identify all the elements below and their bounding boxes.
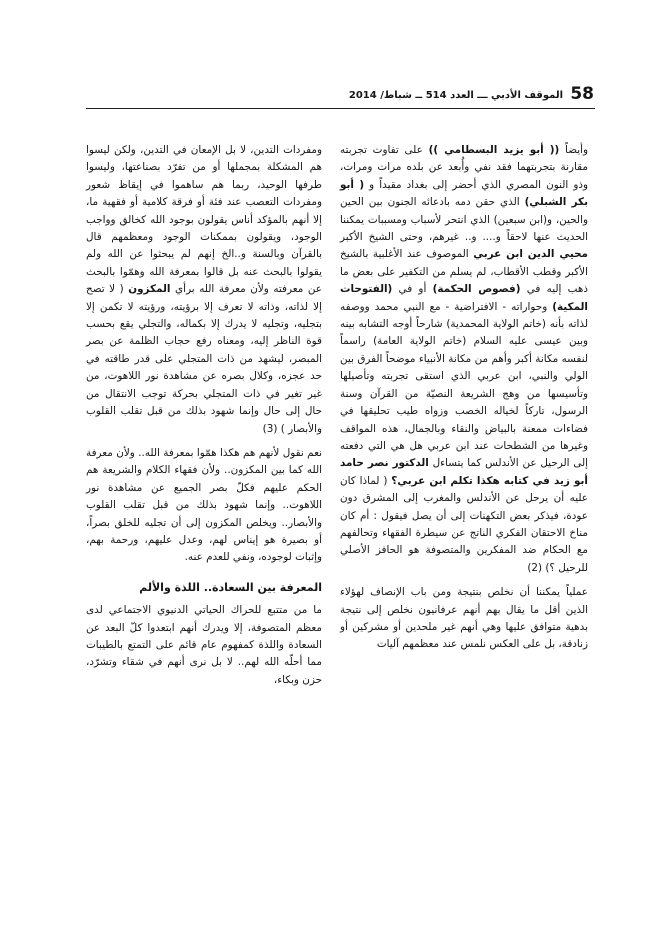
paragraph — [86, 142, 322, 438]
text-run: على تفاوت تجربته مقارنة بتجربتهما فقد نفي وأُبعد عن بلده مرات ومرات، وذو النون المصري الذي أحضر إلى بغداد مقيداً و — [340, 144, 588, 191]
section-heading: المعرفة بين السعادة.. اللذة والألم — [139, 580, 322, 594]
page-header — [348, 84, 594, 106]
paragraph — [340, 142, 588, 577]
bold-title: الدكتور نصر حامد أبو زيد في كتابه هكذا تكلم ابن عربي؟ — [340, 457, 588, 487]
text-run: الموصوف عند الأغلبية بالشيخ الأكبر وقطب الأقطاب، لم يسلم من التكفير على بعض ما ذهب إليه في — [340, 248, 588, 296]
text-run: ( لماذا كان عليه أن يرحل عن الأندلس والمغرب إلى المشرق دون عودة، فيذكر بعض التكهنات إلى أن يصل فيقول : أم كان مناخ الاحتقان الفكري الناتج عن سيطرة الفقهاء وتحالفهم مع الحكام ضد المفكرين والمتصوفة هو الحافز الأصلي للرحيل ؟) (2) — [340, 474, 588, 574]
right-column — [340, 142, 588, 661]
text-run: أو في — [398, 283, 427, 296]
paragraph: عملياً يمكننا أن نخلص بنتيجة ومن باب الإنصاف لهؤلاء الذين أقل ما يقال بهم أنهم عرفانيون نخلص إلى نتيجة بدهية متوافق عليها وهي أنهم غير ملحدين أو مشركين أو زنادقة، بل على العكس نلمس عند معظمهم آليات — [340, 586, 588, 651]
text-run: وأيضاً — [565, 144, 589, 156]
header-divider — [86, 108, 595, 109]
bold-title: (الفتوحات المكية) — [340, 283, 588, 313]
paragraph: نعم نقول لأنهم هم هكذا همّوا بمعرفة الله.. ولأن معرفة الله كما بين المكزون.. ولأن فقهاء الكلام والشريعة هم الحكم عليهم فكلّ بصر الجميع عن مشاهدة نور اللاهوت.. وإنما شهود بذلك من قبل تقلب القلوب والأبصار.. ويخلص المكزون إلى أن تجليه للخلق بصراً، أو بصيرة هو إيناس لهم، وعدل عليهم، ورحمة بهم، وإثبات لوجوده، ونفي للعدم عنه. — [86, 446, 322, 564]
bold-name: المكزون — [128, 283, 171, 296]
bold-name: محيي الدين ابن عربي — [473, 248, 588, 261]
text-run: الذي حقن دمه بادعائه الجنون بين الحين والحين، و(ابن سبعين) الذي انتحر لأسباب ومسببات يمكننا الحديث عنها لاحقاً و.... و.. غيرهم، وحتى الشيخ الأكبر — [340, 196, 588, 244]
page-number: 58 — [570, 84, 594, 104]
text-run: ( لا تصح إلا لذاته، وذاته لا تعرف إلا برؤيته، ورؤيته لا تكمن إلا بتجليه، وتجليه لا يدرك إلا بكماله، والتجلي يقع بحسب قوة الناظر إليه، ومعناه رفع حجاب الظلمة عن بصر المبصر، ليشهد من ذات المتجلي على قدر طاقته في حد عجزه، وكلال بصره عن مشاهدة نور اللاهوت، من غير تغير في ذات المتجلي بحركة توجب الانتقال من حال إلى حال وإنما شهود بذلك من قبل تقلب القلوب والأبصار ) (3) — [86, 283, 322, 435]
bold-name: (( أبو يزيد البسطامي )) — [428, 144, 560, 156]
bold-name: ( أبو بكر الشبلي) — [340, 178, 588, 209]
running-title: الموقف الأدبي ـــ العدد 514 ــ شباط/ 2014 — [348, 90, 563, 101]
text-run: وحواراته - الافتراضية - مع النبي محمد ووصفه لذاته بأنه (خاتم الولاية المحمدية) شارحاً أوجه التشابه بينه وبين عيسى عليه السلام (خاتم الولاية العامة) راسماً لنفسه مكانة أكبر وأهم من مكانة الأنبياء موضحاً الفرق بين الولي والنبي، ابن عربي الذي استقى تجربته وتأصيلها وتأسيسها من وهج الشريعة النصيّة من القرآن وسنة الرسول، تاركاً لخياله الخصب وزواه طيب تحليقها في فضاءات ممعنة بالبياض والنقاء وبالجمال، هذه المواقف وغيرها من الشطحات عند ابن عربي هل هي التي دفعته إلى الرحيل عن الأندلس كما يتساءل — [340, 300, 588, 470]
paragraph: ما من متتبع للحراك الحياتي الدنيوي الاجتماعي لدى معظم المتصوفة، إلا ويدرك أنهم ابتعدوا كلّ البعد عن السعادة واللذة كمفهوم عام قائم على التمتع بالطيبات مما أحلّه الله لهم.. لا بل نرى أنهم في شقاء وتشرّد، حزن وبكاء، — [86, 604, 322, 686]
text-run: ومفردات التدين، لا بل الإمعان في التدين، ولكن ليسوا هم المشكلة بمجملها أو من تفرّد بصناعتها، وليسوا طرفها الوحيد، ربما هم ساهموا في إيقاظ شعور ومفردات التعصب عند فئة أو فرقة كلامية أو فقهية ما، إلا أنهم بالمؤكد أناس يقولون بوجود الله كخالق وواجب الوجود، ويقولون بممكنات الوجود ومعظمهم قال بالقرآن وبالسنة و..الخ إنهم لم يبحثوا عن الله ولم يقولوا بالبحث عنه بل قالوا بمعرفة الله وهمّوا بالبحث عن معرفته ولأن معرفة الله برأي — [86, 144, 322, 296]
bold-title: (فصوص الحكمة) — [432, 283, 521, 296]
left-column — [86, 142, 322, 696]
